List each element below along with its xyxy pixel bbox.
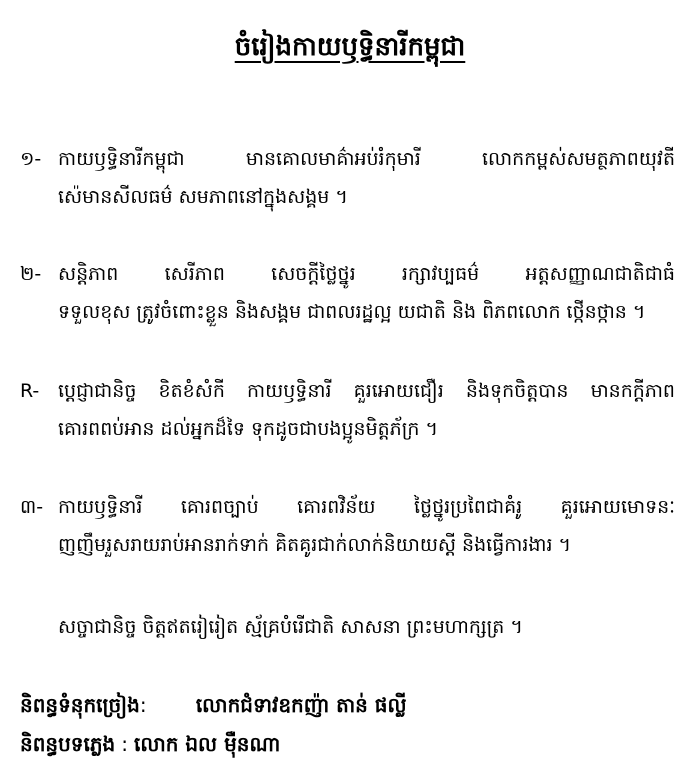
closing-line: សច្ចាជានិច្ច ចិត្តឥតរៀរៀត ស្ម័គ្របំរើជាតិ សាសនា ព្រះមហាក្សត្រ ។	[58, 616, 523, 638]
paragraph-3	[20, 372, 675, 448]
credit-colon: :	[139, 693, 147, 717]
paragraph-line: ស៉េមានសីលធម៌ សមភាពនៅក្នុងសង្គម ។	[58, 186, 348, 208]
paragraph-2	[20, 255, 675, 331]
credit-name: លោកជំទាវឧកញ៉ា តាន់ ផល្លី	[195, 693, 407, 717]
paragraph-line: កាយឫទ្ធិនារី គោរពច្បាប់ គោរពវិន័យ ថ្លៃថ្នូរប្រពៃជាគំរូ គួរអោយមោទនៈ	[58, 496, 675, 518]
paragraph-4	[20, 488, 675, 564]
paragraph-line: កាយឫទ្ធិនារីកម្ពុជា មានគោលមាគ៌ាអប់រំកុមារី លោកកម្ពស់សមត្ថភាពយុវតី	[58, 148, 675, 170]
paragraph-line: សន្តិភាព សេរីភាព សេចក្តីថ្លៃថ្នូរ រក្សាវប្បធម៌ អត្តសញ្ញាណជាតិជាធំ	[58, 263, 675, 285]
paragraph-number: ២-	[20, 263, 42, 285]
paragraph-number: ៣-	[20, 496, 44, 518]
music-credit	[20, 726, 680, 762]
credit-colon: :	[121, 732, 128, 756]
credit-name: លោក ឯល ម៉ឺនណា	[133, 732, 281, 756]
paragraph-number: R-	[20, 380, 40, 402]
paragraph-number: ១-	[20, 148, 42, 170]
paragraph-line: គោរពពប់អាន ដល់អ្នកដ៏ទៃ ទុកដូចជាបងប្អូនមិត្តភ័ក្រ ។	[58, 418, 439, 440]
paragraph-line: ទទួលខុស ត្រូវចំពោះខ្លួន និងសង្គម ជាពលរដ្ឋល្អ យជាតិ និង ពិភពលោក ថ្កើនថ្កាន ។	[58, 301, 646, 323]
paragraph-1	[20, 140, 675, 216]
lyrics-credit	[20, 687, 680, 723]
paragraph-line: ញញឹមរួសរាយរាប់អានរាក់ទាក់ គិតគូរជាក់លាក់និយាយស្តី និងធ្វើការងារ ។	[58, 534, 572, 556]
document-title: ចំរៀងកាយឫទ្ធិនារីកម្ពុជា	[234, 32, 466, 62]
credit-label: និពន្ធទំនុកច្រៀង	[20, 693, 140, 717]
credit-label: និពន្ធបទភ្លេង	[20, 732, 116, 756]
paragraph-line: ប្តេជ្ញាជានិច្ច ខិតខំសំកី កាយឫទ្ធិនារី គួរអោយជឿរ និងទុកចិត្តបាន មានកក្តីភាព	[58, 380, 675, 402]
